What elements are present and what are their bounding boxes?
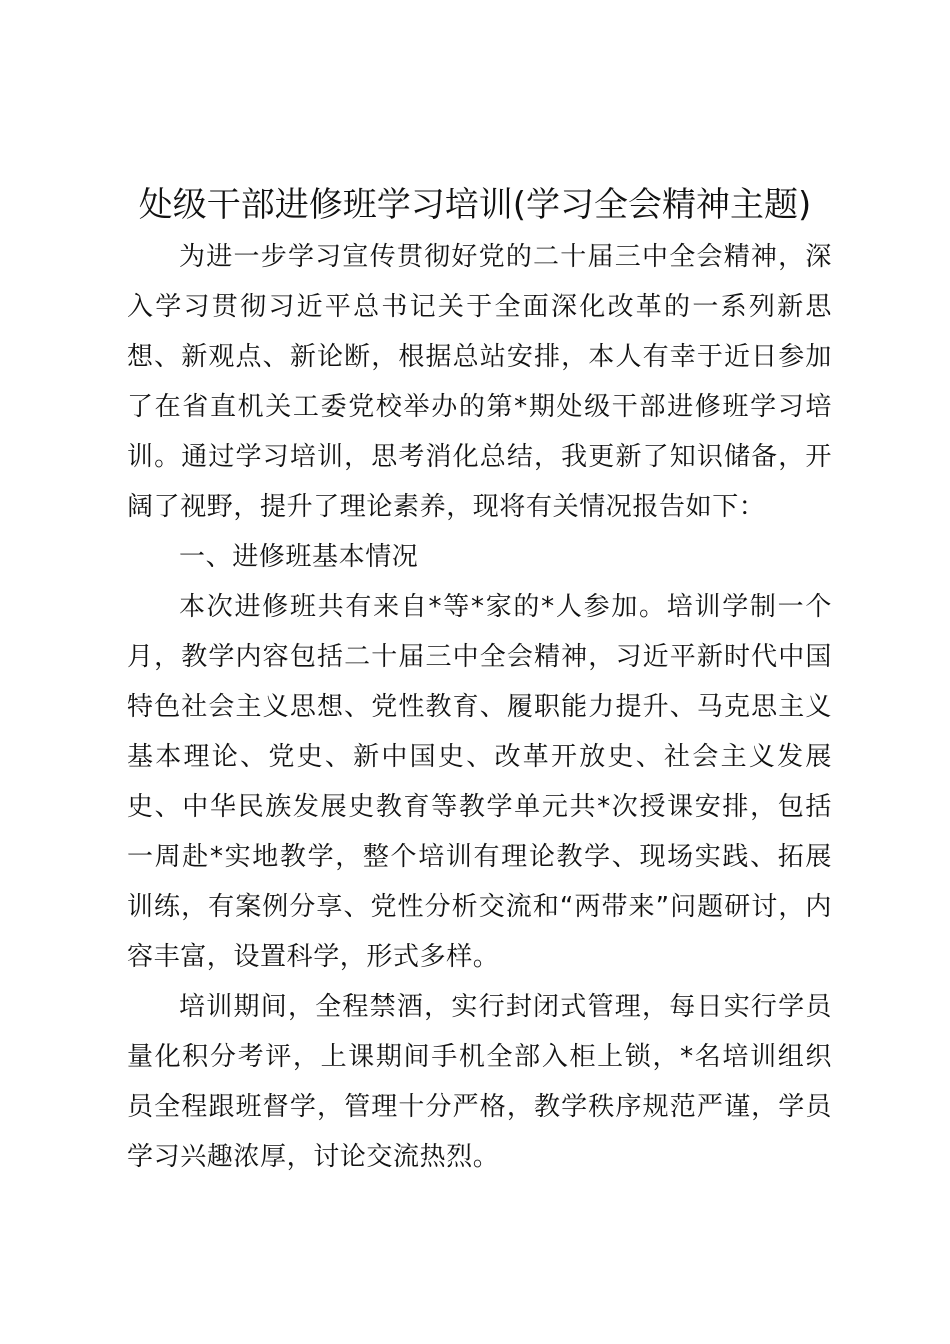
section-heading-basic-info: 一、进修班基本情况 (179, 542, 419, 572)
document-body (127, 232, 832, 1182)
document-title: 处级干部进修班学习培训(学习全会精神主题) (138, 185, 812, 225)
paragraph-management: 培训期间，全程禁酒，实行封闭式管理，每日实行学员量化积分考评，上课期间手机全部入柜上锁，*名培训组织员全程跟班督学，管理十分严格，教学秩序规范严谨，学员学习兴趣浓厚，讨论交流热烈。 (127, 992, 832, 1172)
paragraph-intro: 为进一步学习宣传贯彻好党的二十届三中全会精神，深入学习贯彻习近平总书记关于全面深化改革的一系列新思想、新观点、新论断，根据总站安排，本人有幸于近日参加了在省直机关工委党校举办的第*期处级干部进修班学习培训。通过学习培训，思考消化总结，我更新了知识储备，开阔了视野，提升了理论素养，现将有关情况报告如下： (127, 242, 832, 522)
paragraph-course-content: 本次进修班共有来自*等*家的*人参加。培训学制一个月，教学内容包括二十届三中全会精神，习近平新时代中国特色社会主义思想、党性教育、履职能力提升、马克思主义基本理论、党史、新中国史、改革开放史、社会主义发展史、中华民族发展史教育等教学单元共*次授课安排，包括一周赴*实地教学，整个培训有理论教学、现场实践、拓展训练，有案例分享、党性分析交流和“两带来”问题研讨，内容丰富，设置科学，形式多样。 (127, 592, 832, 972)
